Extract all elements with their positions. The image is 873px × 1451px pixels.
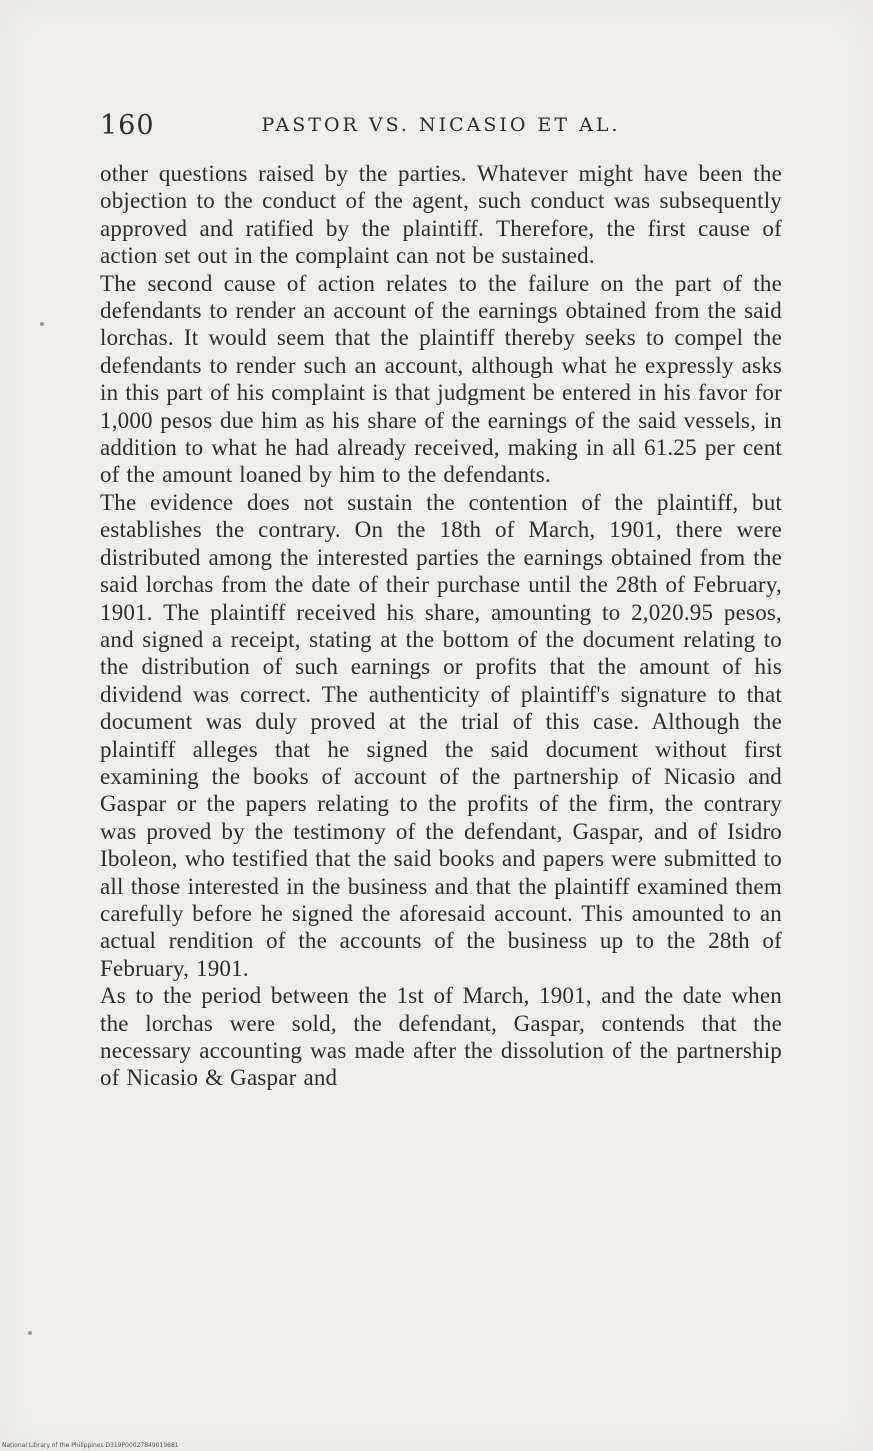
page-number: 160 — [100, 110, 155, 141]
paragraph-2: The second cause of action relates to the failure on the part of the defendants to render an account of the earnings obtained from the said lorchas. It would seem that the plaintiff thereby seeks to compel the defendants to render such an account, although what he expressly asks in this part of his complaint is that judgment be entered in his favor for 1,000 pesos due him as his share of the earnings of the said vessels, in addition to what he had already received, making in all 61.25 per cent of the amount loaned by him to the defendants. — [100, 270, 782, 488]
paragraph-4: As to the period between the 1st of March, 1901, and the date when the lorchas were sold, the defendant, Gaspar, contends that the necessary accounting was made after the dissolution of the partnership of Nicasio & Gaspar and — [100, 983, 782, 1091]
margin-speck — [28, 1331, 32, 1335]
body-text — [100, 160, 782, 1092]
footer-credit: National Library of the Philippines D319P00027849019681 — [2, 1442, 179, 1449]
paragraph-1: other questions raised by the parties. Whatever might have been the objection to the conduct of the agent, such conduct was subsequently approved and ratified by the plaintiff. Therefore, the first cause of action set out in the complaint can not be sustained. — [100, 161, 782, 269]
margin-speck — [40, 322, 44, 326]
paragraph-3: The evidence does not sustain the contention of the plaintiff, but establishes the contrary. On the 18th of March, 1901, there were distributed among the interested parties the earnings obtained from the said lorchas from the date of their purchase until the 28th of February, 1901. The plaintiff received his share, amounting to 2,020.95 pesos, and signed a receipt, stating at the bottom of the document relating to the distribution of such earnings or profits that the amount of his dividend was correct. The authenticity of plaintiff's signature to that document was duly proved at the trial of this case. Although the plaintiff alleges that he signed the said document without first examining the books of account of the partnership of Nicasio and Gaspar or the papers relating to the profits of the firm, the contrary was proved by the testimony of the defendant, Gaspar, and of Isidro Iboleon, who testified that the said books and papers were submitted to all those interested in the business and that the plaintiff examined them carefully before he signed the aforesaid account. This amounted to an actual rendition of the accounts of the business up to the 28th of February, 1901. — [100, 489, 782, 981]
page-header — [100, 110, 782, 150]
running-head: PASTOR VS. NICASIO ET AL. — [261, 114, 621, 136]
